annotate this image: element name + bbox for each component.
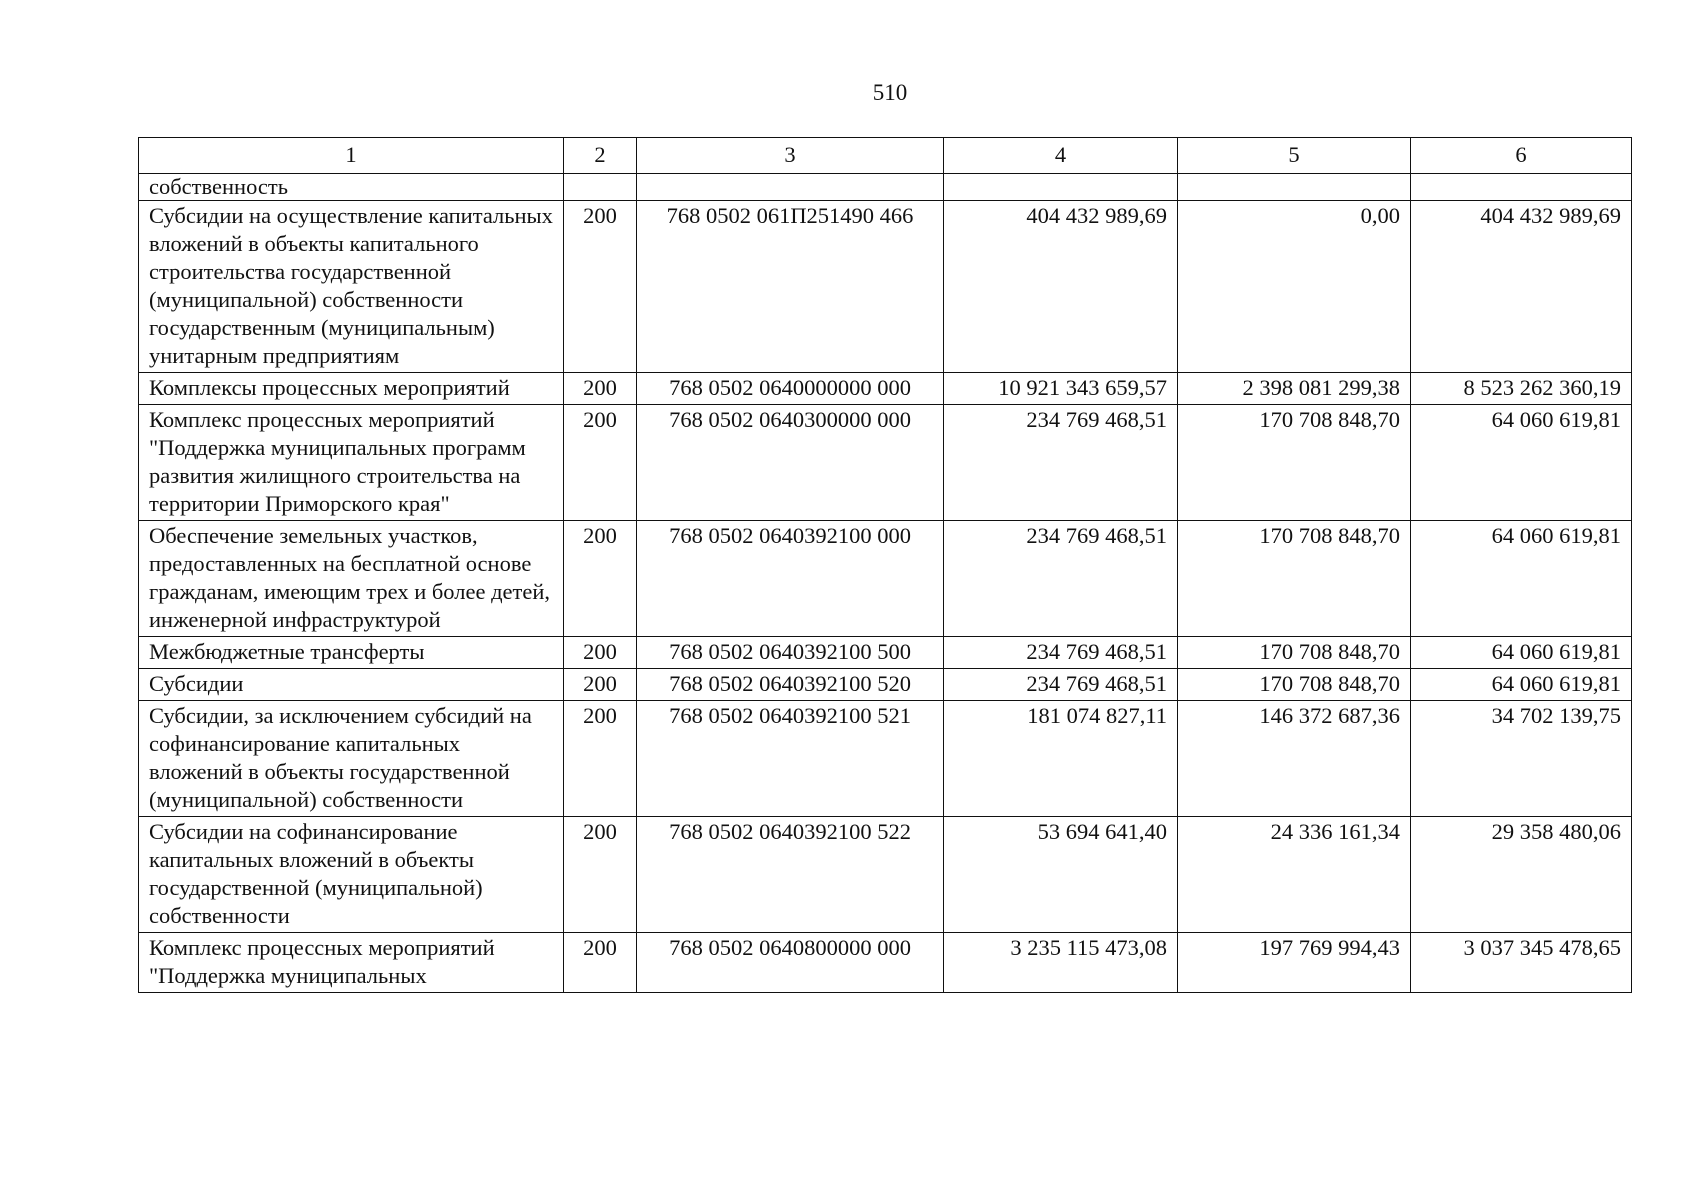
table-header-row [139, 138, 1632, 174]
row-col6-cell: 34 702 139,75 [1411, 701, 1632, 817]
table-row [139, 669, 1632, 701]
row-col4-cell: 10 921 343 659,57 [944, 373, 1178, 405]
row-group-cell: 200 [564, 521, 637, 637]
row-col5-cell [1178, 174, 1411, 201]
row-name-cell: Комплекс процессных мероприятий "Поддержка муниципальных [139, 933, 564, 993]
column-header-1: 1 [139, 138, 564, 174]
row-name-cell: Субсидии на осуществление капитальных вложений в объекты капитального строительства государственной (муниципальной) собственности государственным (муниципальным) унитарным предприятиям [139, 201, 564, 373]
table-row [139, 174, 1632, 201]
row-code-cell: 768 0502 0640392100 500 [637, 637, 944, 669]
row-col6-cell: 8 523 262 360,19 [1411, 373, 1632, 405]
row-group-cell: 200 [564, 201, 637, 373]
row-col6-cell: 3 037 345 478,65 [1411, 933, 1632, 993]
row-group-cell: 200 [564, 405, 637, 521]
row-code-cell: 768 0502 0640392100 520 [637, 669, 944, 701]
row-group-cell: 200 [564, 817, 637, 933]
row-code-cell: 768 0502 0640800000 000 [637, 933, 944, 993]
row-col6-cell [1411, 174, 1632, 201]
row-code-cell: 768 0502 0640392100 521 [637, 701, 944, 817]
row-col4-cell: 53 694 641,40 [944, 817, 1178, 933]
row-code-cell: 768 0502 0640392100 522 [637, 817, 944, 933]
page-number: 510 [872, 80, 908, 105]
row-name-cell: Субсидии [139, 669, 564, 701]
row-col5-cell: 0,00 [1178, 201, 1411, 373]
row-name-cell: Обеспечение земельных участков, предоставленных на бесплатной основе гражданам, имеющим трех и более детей, инженерной инфраструктурой [139, 521, 564, 637]
table-row [139, 405, 1632, 521]
column-header-2: 2 [564, 138, 637, 174]
row-col5-cell: 170 708 848,70 [1178, 637, 1411, 669]
row-group-cell [564, 174, 637, 201]
row-col5-cell: 170 708 848,70 [1178, 521, 1411, 637]
row-code-cell: 768 0502 0640392100 000 [637, 521, 944, 637]
row-group-cell: 200 [564, 933, 637, 993]
row-name-cell: собственность [139, 174, 564, 201]
row-group-cell: 200 [564, 373, 637, 405]
row-col6-cell: 64 060 619,81 [1411, 637, 1632, 669]
table-row [139, 201, 1632, 373]
row-col4-cell: 3 235 115 473,08 [944, 933, 1178, 993]
row-col6-cell: 64 060 619,81 [1411, 405, 1632, 521]
table-row [139, 373, 1632, 405]
row-col4-cell: 181 074 827,11 [944, 701, 1178, 817]
row-name-cell: Субсидии, за исключением субсидий на софинансирование капитальных вложений в объекты государственной (муниципальной) собственности [139, 701, 564, 817]
row-col6-cell: 29 358 480,06 [1411, 817, 1632, 933]
table-row [139, 521, 1632, 637]
row-col6-cell: 404 432 989,69 [1411, 201, 1632, 373]
row-group-cell: 200 [564, 669, 637, 701]
table-row [139, 637, 1632, 669]
table-row [139, 817, 1632, 933]
row-col5-cell: 146 372 687,36 [1178, 701, 1411, 817]
row-col5-cell: 170 708 848,70 [1178, 669, 1411, 701]
row-col4-cell [944, 174, 1178, 201]
row-group-cell: 200 [564, 701, 637, 817]
column-header-3: 3 [637, 138, 944, 174]
row-code-cell: 768 0502 0640300000 000 [637, 405, 944, 521]
row-col4-cell: 234 769 468,51 [944, 521, 1178, 637]
row-col5-cell: 197 769 994,43 [1178, 933, 1411, 993]
row-col5-cell: 170 708 848,70 [1178, 405, 1411, 521]
row-col4-cell: 234 769 468,51 [944, 405, 1178, 521]
row-col4-cell: 234 769 468,51 [944, 637, 1178, 669]
row-name-cell: Комплекс процессных мероприятий "Поддержка муниципальных программ развития жилищного строительства на территории Приморского края" [139, 405, 564, 521]
row-code-cell: 768 0502 0640000000 000 [637, 373, 944, 405]
column-header-4: 4 [944, 138, 1178, 174]
row-code-cell [637, 174, 944, 201]
column-header-6: 6 [1411, 138, 1632, 174]
row-name-cell: Субсидии на софинансирование капитальных вложений в объекты государственной (муниципальной) собственности [139, 817, 564, 933]
table-row [139, 933, 1632, 993]
row-code-cell: 768 0502 061П251490 466 [637, 201, 944, 373]
row-name-cell: Комплексы процессных мероприятий [139, 373, 564, 405]
row-col4-cell: 404 432 989,69 [944, 201, 1178, 373]
budget-table [138, 137, 1632, 993]
row-name-cell: Межбюджетные трансферты [139, 637, 564, 669]
row-col5-cell: 24 336 161,34 [1178, 817, 1411, 933]
row-col6-cell: 64 060 619,81 [1411, 521, 1632, 637]
row-col6-cell: 64 060 619,81 [1411, 669, 1632, 701]
column-header-5: 5 [1178, 138, 1411, 174]
row-group-cell: 200 [564, 637, 637, 669]
table-row [139, 701, 1632, 817]
row-col5-cell: 2 398 081 299,38 [1178, 373, 1411, 405]
row-col4-cell: 234 769 468,51 [944, 669, 1178, 701]
